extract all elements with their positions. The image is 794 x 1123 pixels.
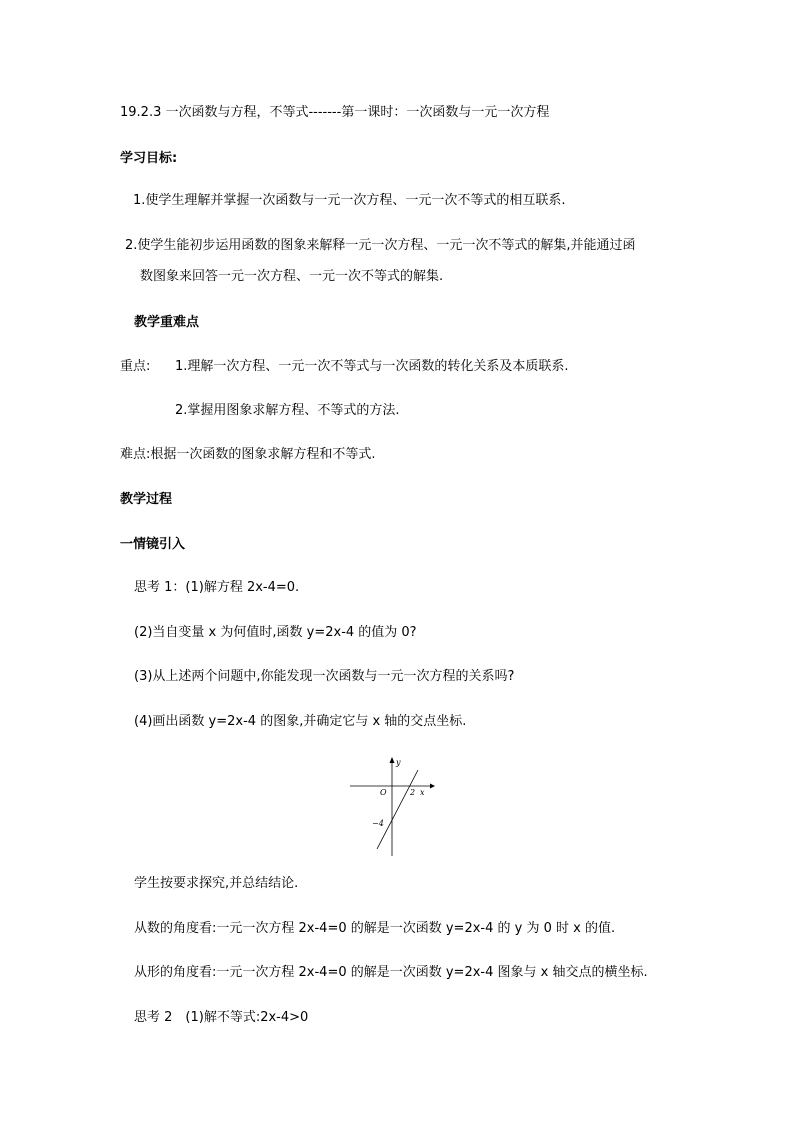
- function-line: [377, 770, 418, 849]
- numeric-perspective: 从数的角度看:一元一次方程 2x-4=0 的解是一次函数 y=2x-4 的 y 为 0 时 x 的值.: [134, 921, 616, 936]
- doc-title: 19.2.3 一次函数与方程，不等式-------第一课时：一次函数与一元一次方程: [120, 105, 550, 120]
- shape-perspective: 从形的角度看:一元一次方程 2x-4=0 的解是一次函数 y=2x-4 图象与 x 轴交点的横坐标.: [134, 965, 648, 980]
- linear-function-graph: [350, 752, 440, 857]
- think-1-question-3: (3)从上述两个问题中,你能发现一次函数与一元一次方程的关系吗?: [134, 669, 515, 684]
- x-axis-label: x: [420, 788, 425, 797]
- objective-item-1: 1.使学生理解并掌握一次函数与一元一次方程、一元一次不等式的相互联系.: [133, 193, 566, 208]
- graph-svg: [350, 752, 440, 857]
- think-2-question-1: 思考 2 (1)解不等式:2x-4>0: [134, 1010, 309, 1025]
- x-axis-arrow: [430, 784, 435, 789]
- focus-item-1: 1.理解一次方程、一元一次不等式与一次函数的转化关系及本质联系.: [175, 359, 569, 374]
- objective-item-2-line-1: 2.使学生能初步运用函数的图象来解释一元一次方程、一元一次不等式的解集,并能通过函: [125, 238, 636, 253]
- focus-label: 重点:: [120, 359, 151, 374]
- objective-item-2-line-2: 数图象来回答一元一次方程、一元一次不等式的解集.: [140, 269, 444, 284]
- think-1-question-2: (2)当自变量 x 为何值时,函数 y=2x-4 的值为 0?: [134, 625, 417, 640]
- student-activity: 学生按要求探究,并总结结论.: [134, 876, 299, 891]
- y-axis-label: y: [396, 758, 401, 767]
- difficulty-text: 难点:根据一次函数的图象求解方程和不等式.: [120, 447, 376, 462]
- objectives-heading: 学习目标:: [120, 151, 178, 166]
- focus-item-2: 2.掌握用图象求解方程、不等式的方法.: [175, 403, 400, 418]
- y-intercept-label: −4: [372, 819, 384, 828]
- process-heading: 教学过程: [120, 492, 173, 507]
- origin-label: O: [380, 788, 387, 797]
- x-intercept-label: 2: [410, 788, 416, 797]
- think-1-question-1: 思考 1：(1)解方程 2x-4=0.: [134, 580, 300, 595]
- section-intro-heading: 一情镜引入: [120, 537, 186, 552]
- y-axis-arrow: [390, 757, 395, 763]
- think-1-question-4: (4)画出函数 y=2x-4 的图象,并确定它与 x 轴的交点坐标.: [134, 714, 467, 729]
- key-points-heading: 教学重难点: [134, 315, 200, 330]
